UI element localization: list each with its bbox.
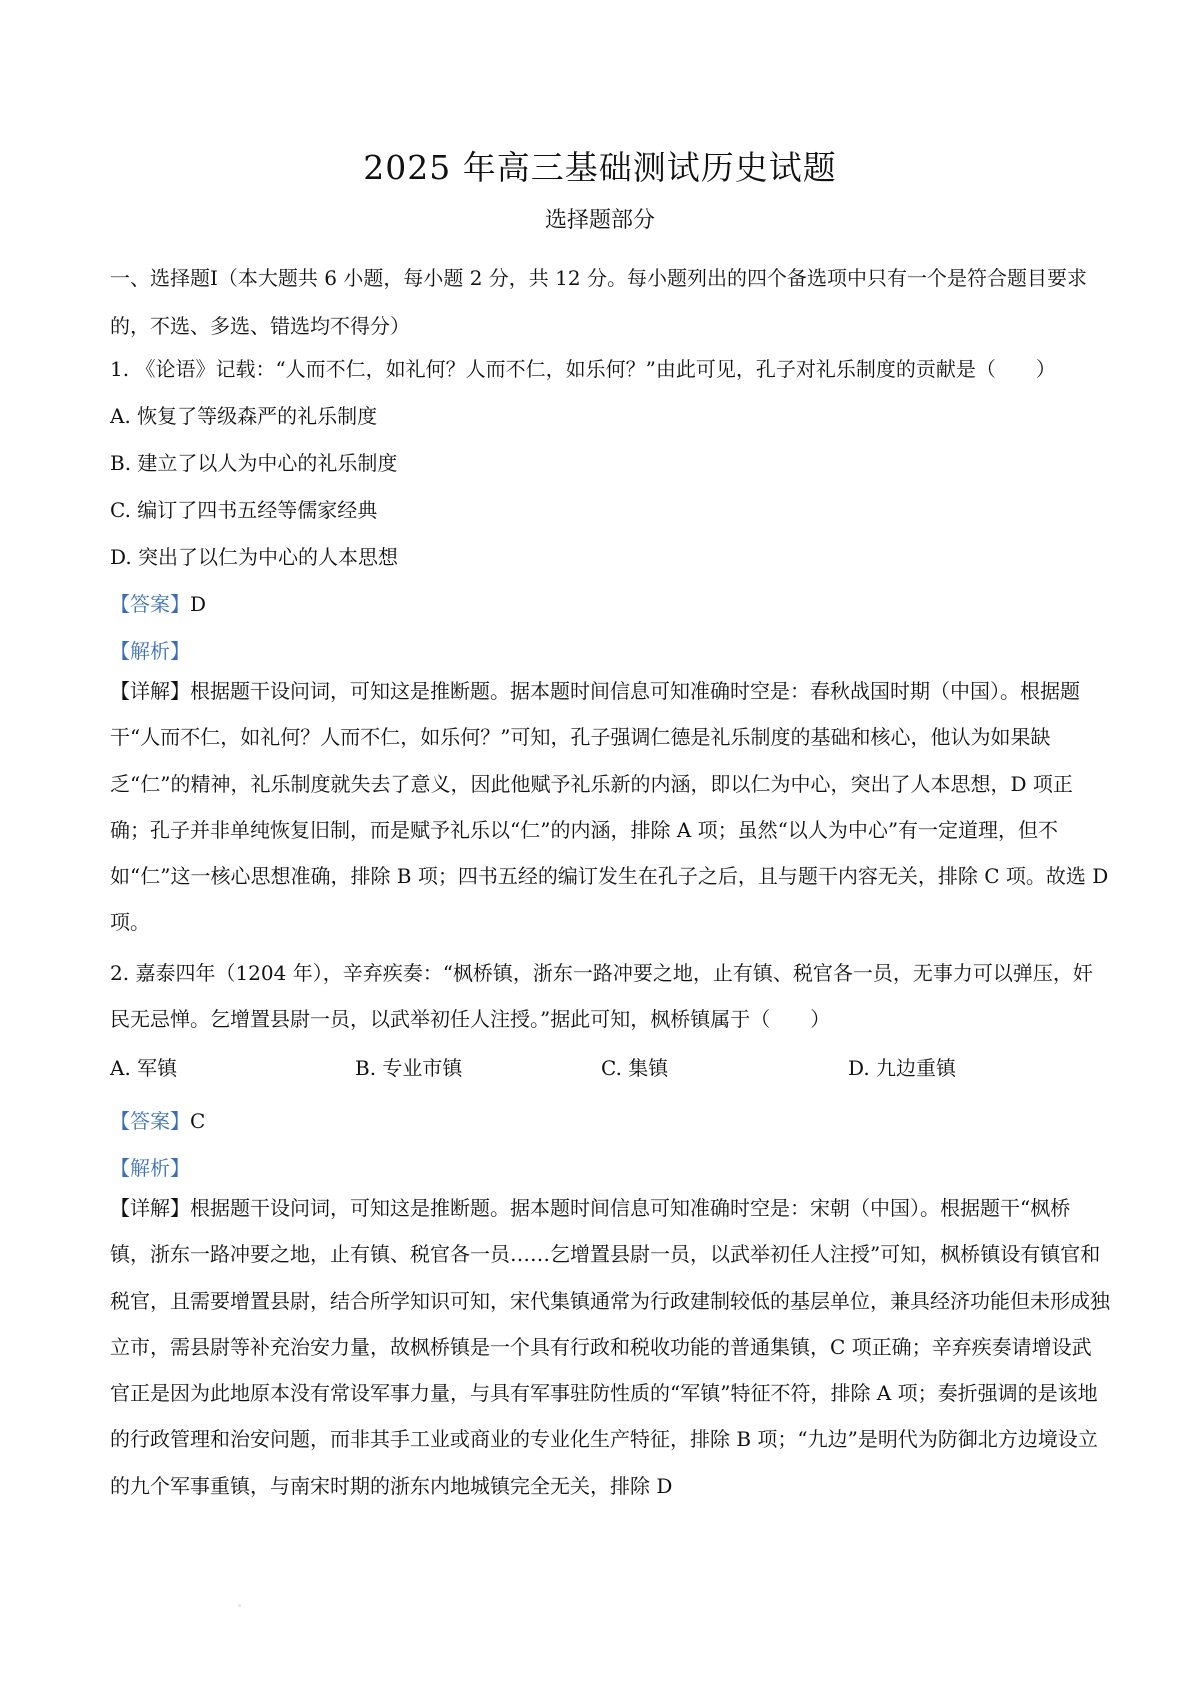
page-title: 2025 年高三基础测试历史试题 — [363, 148, 837, 187]
q1-option-a: A. 恢复了等级森严的礼乐制度 — [110, 404, 378, 428]
q1-answer-line — [110, 588, 206, 617]
q2-option-b: B. 专业市镇 — [355, 1056, 463, 1080]
q1-option-d: D. 突出了以仁为中心的人本思想 — [110, 545, 399, 569]
q2-analysis-tag: 【解析】 — [110, 1156, 190, 1180]
detail-tag: 【详解】 — [110, 679, 190, 703]
q2-stem: 2. 嘉泰四年（1204 年），辛弃疾奏：“枫桥镇，浙东一路冲要之地，止有镇、税官各一员，无事力可以弹压，奸民无忌惮。乞增置县尉一员，以武举初任人注授。”据此可知，枫桥镇属于（ ） — [110, 961, 1093, 1031]
q2-detail — [110, 1185, 1110, 1509]
page-subtitle: 选择题部分 — [544, 208, 655, 233]
q1-answer-value: D — [190, 592, 207, 616]
detail-tag: 【详解】 — [110, 1196, 190, 1220]
q2-detail-text: 根据题干设问词，可知这是推断题。据本题时间信息可知准确时空是：宋朝（中国）。根据题干“枫桥镇，浙东一路冲要之地，止有镇、税官各一员……乞增置县尉一员，以武举初任人注授”可知，枫桥镇设有镇官和税官，且需要增置县尉，结合所学知识可知，宋代集镇通常为行政建制较低的基层单位，兼具经济功能但未形成独立市，需县尉等补充治安力量，故枫桥镇是一个具有行政和税收功能的普通集镇，C 项正确；辛弃疾奏请增设武官正是因为此地原本没有常设军事力量，与具有军事驻防性质的“军镇”特征不符，排除 A 项；奏折强调的是该地的行政管理和治安问题，而非其手工业或商业的专业化生产特征，排除 B 项；“九边”是明代为防御北方边境设立的九个军事重镇，与南宋时期的浙东内地城镇完全无关，排除 D — [110, 1196, 1110, 1498]
q1-option-c: C. 编订了四书五经等儒家经典 — [110, 498, 378, 522]
answer-tag: 【答案】 — [110, 1109, 190, 1133]
q2-option-a: A. 军镇 — [110, 1056, 178, 1080]
q2-answer-value: C — [190, 1109, 206, 1133]
q2-option-d: D. 九边重镇 — [848, 1056, 957, 1080]
q1-stem: 1. 《论语》记载：“人而不仁，如礼何？人而不仁，如乐何？”由此可见，孔子对礼乐制度的贡献是（ ） — [110, 357, 1056, 381]
q2-answer-line — [110, 1105, 205, 1134]
q2-option-c: C. 集镇 — [601, 1056, 669, 1080]
q1-detail — [110, 668, 1110, 946]
decorative-dot — [238, 1604, 241, 1607]
q1-analysis-tag: 【解析】 — [110, 639, 190, 663]
section-heading: 一、选择题Ⅰ（本大题共 6 小题，每小题 2 分，共 12 分。每小题列出的四个备选项中只有一个是符合题目要求的，不选、多选、错选均不得分） — [110, 266, 1087, 338]
answer-tag: 【答案】 — [110, 592, 190, 616]
q1-detail-text: 根据题干设问词，可知这是推断题。据本题时间信息可知准确时空是：春秋战国时期（中国）。根据题干“人而不仁，如礼何？人而不仁，如乐何？”可知，孔子强调仁德是礼乐制度的基础和核心，他认为如果缺乏“仁”的精神，礼乐制度就失去了意义，因此他赋予礼乐新的内涵，即以仁为中心，突出了人本思想，D 项正确；孔子并非单纯恢复旧制，而是赋予礼乐以“仁”的内涵，排除 A 项；虽然“以人为中心”有一定道理，但不如“仁”这一核心思想准确，排除 B 项；四书五经的编订发生在孔子之后，且与题干内容无关，排除 C 项。故选 D 项。 — [110, 679, 1109, 935]
q1-option-b: B. 建立了以人为中心的礼乐制度 — [110, 451, 398, 475]
